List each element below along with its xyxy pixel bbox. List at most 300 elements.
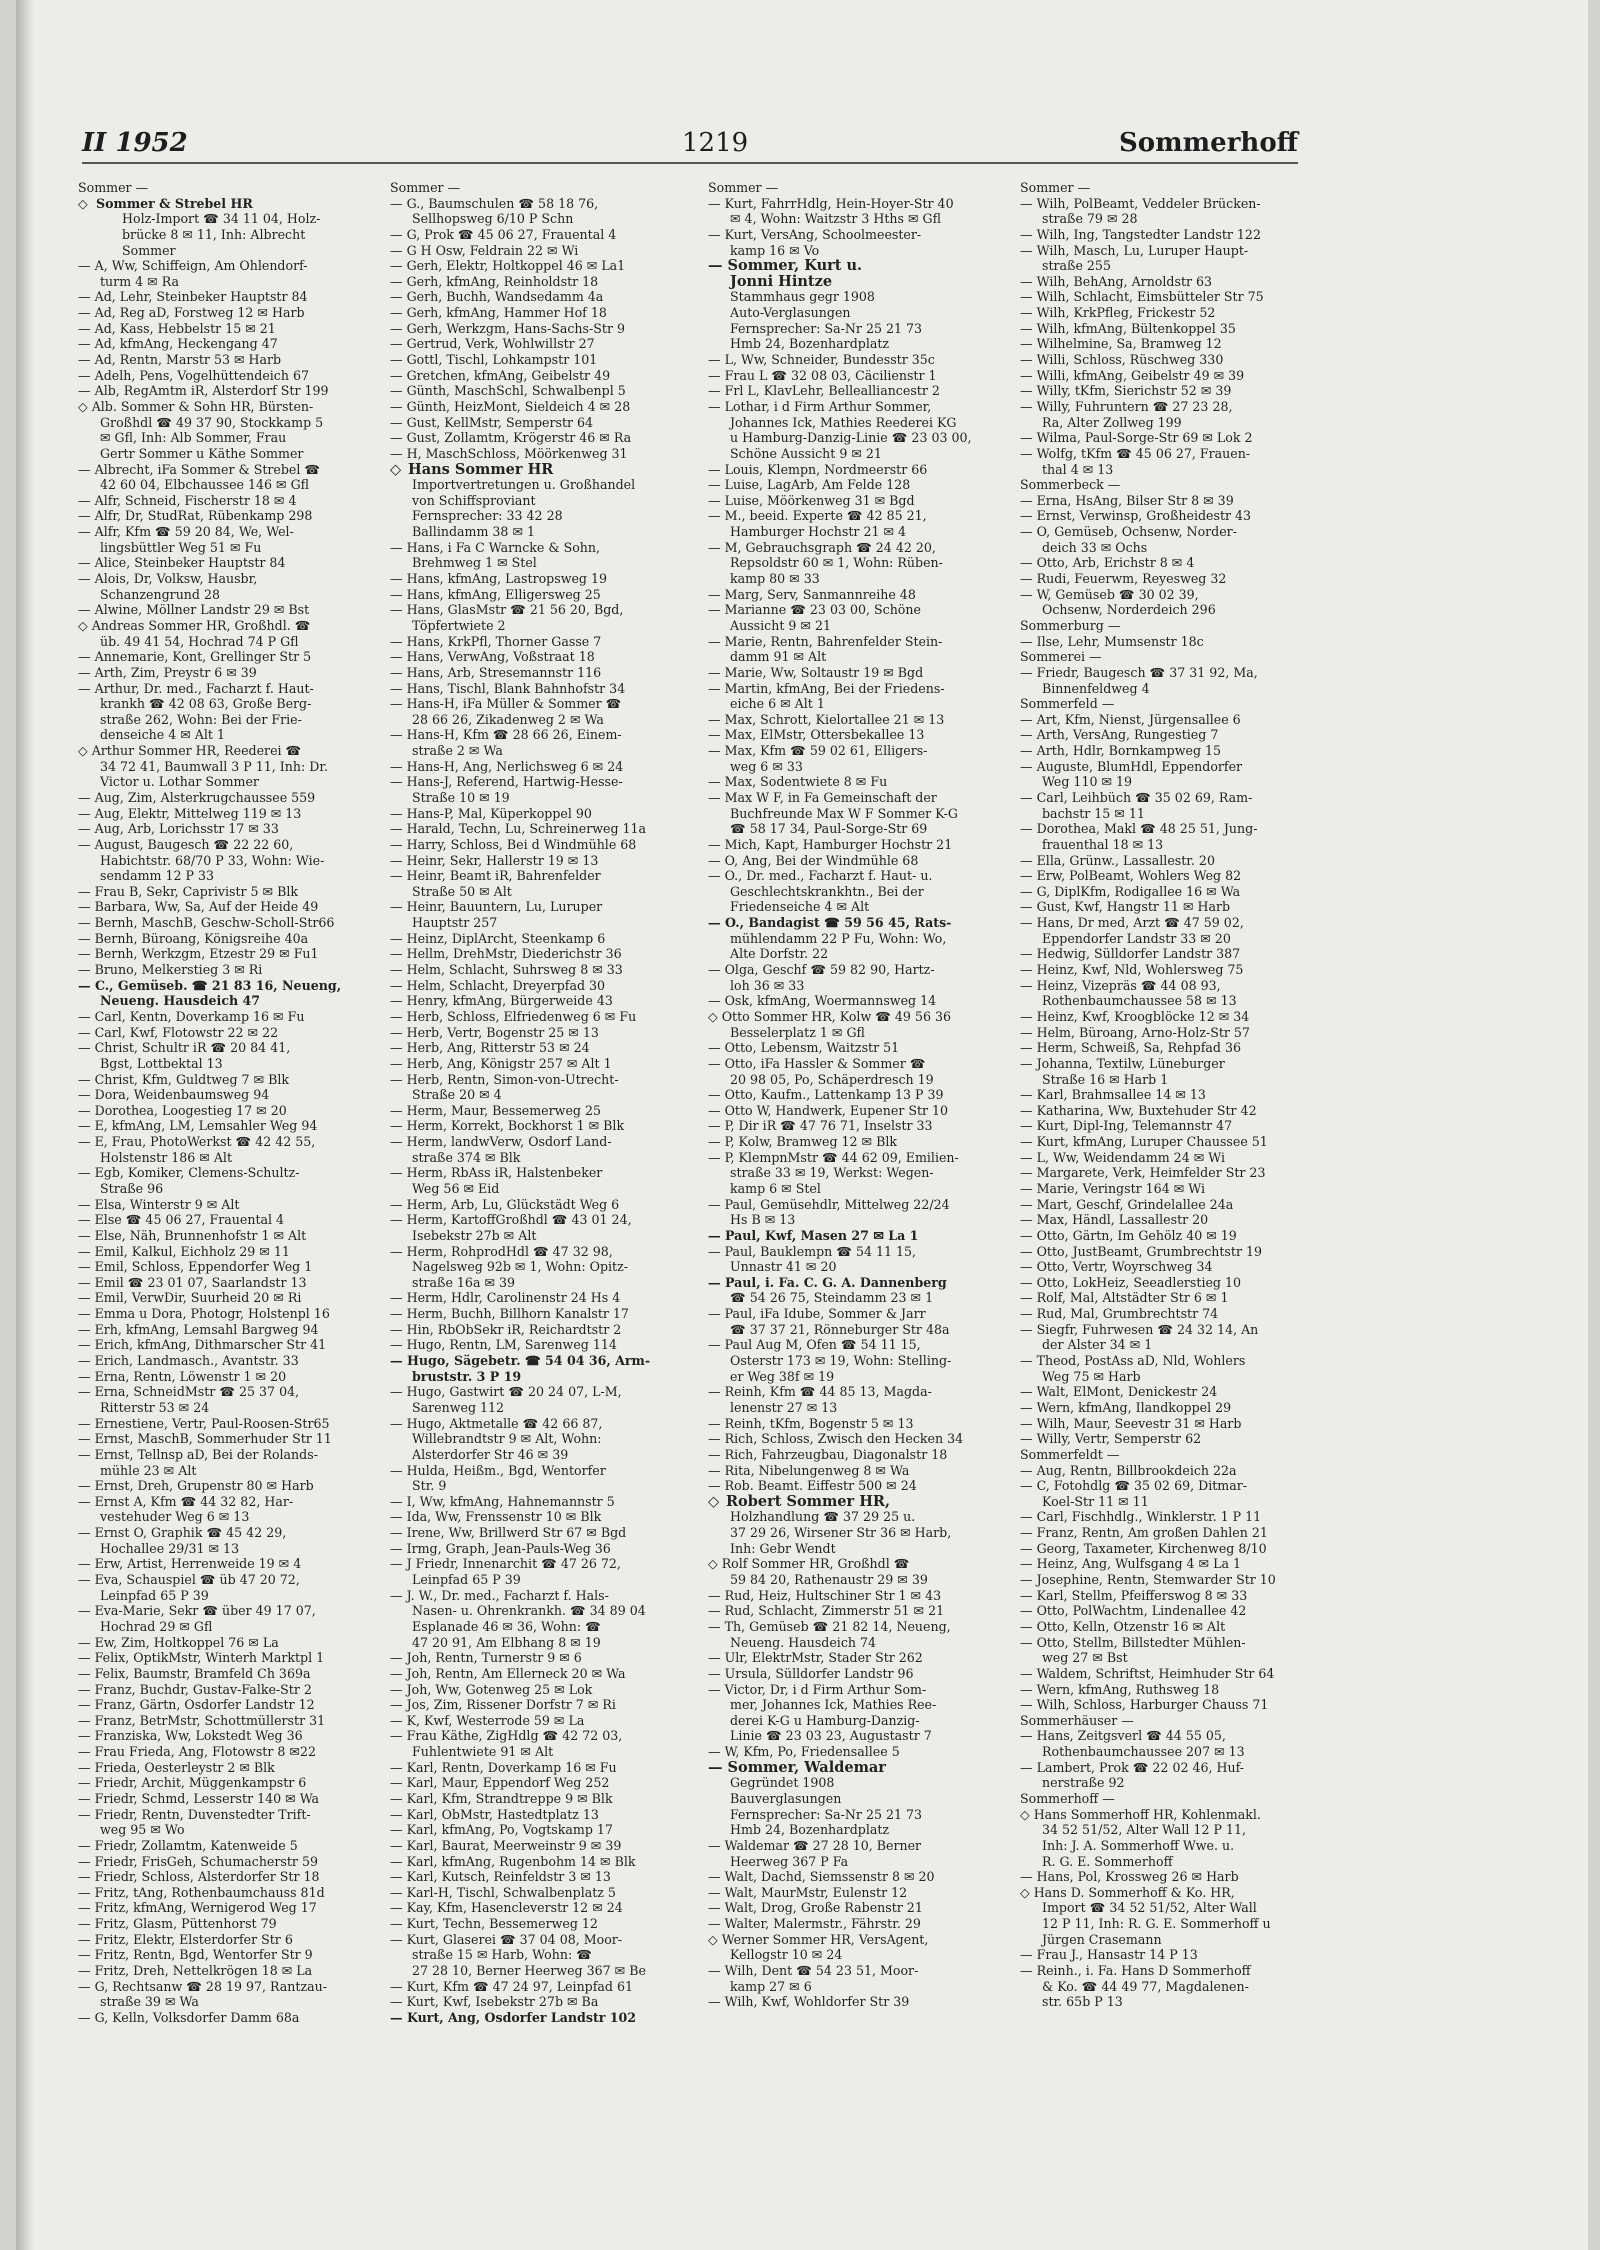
entry-text: Hauptstr 257	[412, 915, 498, 931]
entry-text: vestehuder Weg 6 ✉ 13	[100, 1509, 250, 1525]
entry-text: Sellhopsweg 6/10 P Schn	[412, 211, 574, 227]
directory-entry-line	[1020, 665, 1316, 681]
entry-text: — Helm, Büroang, Arno-Holz-Str 57	[1020, 1024, 1250, 1040]
directory-entry-line	[78, 774, 374, 790]
directory-entry-line	[1020, 1134, 1316, 1150]
entry-text: ◇ Andreas Sommer HR, Großhdl. ☎	[78, 617, 311, 633]
directory-entry-line	[390, 1197, 686, 1213]
directory-entry-line	[390, 368, 686, 384]
directory-entry-line	[78, 1932, 374, 1948]
entry-text: — Josephine, Rentn, Stemwarder Str 10	[1020, 1572, 1276, 1588]
entry-text: Straße 50 ✉ Alt	[412, 883, 512, 899]
entry-text: Holzhandlung ☎ 37 29 25 u.	[730, 1509, 916, 1525]
entry-text: Sarenweg 112	[412, 1399, 505, 1415]
directory-entry-line	[390, 1588, 686, 1604]
entry-text: — Herb, Schloss, Elfriedenweg 6 ✉ Fu	[390, 1008, 637, 1024]
directory-column-3	[708, 180, 1004, 2010]
entry-text: ☎ 58 17 34, Paul-Sorge-Str 69	[730, 821, 928, 837]
entry-text: — Franz, Gärtn, Osdorfer Landstr 12	[78, 1697, 315, 1713]
entry-text: — Felix, OptikMstr, Winterh Marktpl 1	[78, 1650, 325, 1666]
entry-text: Sommerfeldt —	[1020, 1446, 1120, 1462]
directory-entry-line	[78, 1682, 374, 1698]
directory-entry-line	[1020, 1807, 1316, 1823]
directory-entry-line	[390, 462, 686, 478]
directory-entry-line	[1020, 1400, 1316, 1416]
entry-text: — Fritz, Rentn, Bgd, Wentorfer Str 9	[78, 1947, 313, 1963]
directory-entry-line	[1020, 1979, 1316, 1995]
directory-entry-line	[708, 868, 1004, 884]
entry-text: — Rud, Mal, Grumbrechtstr 74	[1020, 1306, 1219, 1322]
directory-entry-line	[78, 243, 374, 259]
directory-entry-line	[390, 1932, 686, 1948]
directory-entry-line	[390, 1603, 686, 1619]
entry-text: — Fritz, Glasm, Püttenhorst 79	[78, 1916, 277, 1932]
entry-text: Friedenseiche 4 ✉ Alt	[730, 899, 870, 915]
entry-text: — Erw, Artist, Herrenweide 19 ✉ 4	[78, 1556, 302, 1572]
directory-entry-line	[78, 321, 374, 337]
entry-text: — Marie, Ww, Soltaustr 19 ✉ Bgd	[708, 664, 924, 680]
entry-text: weg 27 ✉ Bst	[1042, 1650, 1128, 1666]
entry-text: 42 60 04, Elbchaussee 146 ✉ Gfl	[100, 477, 310, 493]
directory-entry-line	[708, 915, 1004, 931]
directory-entry-line	[78, 837, 374, 853]
entry-text: — Olga, Geschf ☎ 59 82 90, Hartz-	[708, 962, 935, 978]
directory-entry-line	[78, 493, 374, 509]
entry-text: Sommer —	[390, 180, 461, 195]
entry-text: straße 15 ✉ Harb, Wohn: ☎	[412, 1947, 592, 1963]
directory-entry-line	[390, 1165, 686, 1181]
entry-text: straße 33 ✉ 19, Werkst: Wegen-	[730, 1165, 934, 1181]
entry-text: — Heinz, Kwf, Nld, Wohlersweg 75	[1020, 962, 1244, 978]
entry-text: nerstraße 92	[1042, 1775, 1125, 1791]
entry-text: — Karl, Maur, Eppendorf Weg 252	[390, 1775, 610, 1791]
entry-text: — Henry, kfmAng, Bürgerweide 43	[390, 993, 613, 1009]
entry-text: ◇ Werner Sommer HR, VersAgent,	[708, 1931, 929, 1947]
directory-entry-line	[390, 868, 686, 884]
directory-entry-line	[78, 1290, 374, 1306]
entry-text: — C, Fotohdlg ☎ 35 02 69, Ditmar-	[1020, 1478, 1248, 1494]
directory-entry-line	[1020, 352, 1316, 368]
directory-entry-line	[390, 1619, 686, 1635]
entry-text: — Else, Näh, Brunnenhofstr 1 ✉ Alt	[78, 1227, 307, 1243]
entry-text: — Aug, Zim, Alsterkrugchaussee 559	[78, 789, 316, 805]
directory-entry-line	[78, 1494, 374, 1510]
entry-text: — Waldem, Schriftst, Heimhuder Str 64	[1020, 1665, 1275, 1681]
entry-text: — Wilh, Schlacht, Eimsbütteler Str 75	[1020, 289, 1264, 305]
entry-text: straße 2 ✉ Wa	[412, 743, 503, 759]
entry-text: — Sommer, Kurt u.	[708, 258, 863, 274]
directory-entry-line	[78, 1838, 374, 1854]
directory-entry-line	[708, 1431, 1004, 1447]
directory-entry-line	[708, 493, 1004, 509]
entry-text: — Christ, Schultr iR ☎ 20 84 41,	[78, 1040, 291, 1056]
directory-entry-line	[1020, 383, 1316, 399]
directory-entry-line	[1020, 1556, 1316, 1572]
directory-entry-line	[1020, 1869, 1316, 1885]
entry-text: — Gerh, Elektr, Holtkoppel 46 ✉ La1	[390, 258, 626, 274]
entry-text: Koel-Str 11 ✉ 11	[1042, 1493, 1149, 1509]
entry-text: turm 4 ✉ Ra	[100, 273, 179, 289]
directory-entry-line	[708, 1979, 1004, 1995]
entry-text: — Willy, Vertr, Semperstr 62	[1020, 1431, 1202, 1447]
directory-entry-line	[1020, 1118, 1316, 1134]
entry-text: — Erich, Landmasch., Avantstr. 33	[78, 1353, 299, 1369]
entry-text: — Otto, Gärtn, Im Gehölz 40 ✉ 19	[1020, 1227, 1237, 1243]
entry-text: — Margarete, Verk, Heimfelder Str 23	[1020, 1165, 1266, 1181]
entry-text: Nagelsweg 92b ✉ 1, Wohn: Opitz-	[412, 1259, 628, 1275]
directory-entry-line	[390, 243, 686, 259]
entry-text: — W, Kfm, Po, Friedensallee 5	[708, 1744, 900, 1760]
directory-entry-line	[1020, 1103, 1316, 1119]
directory-entry-line	[708, 1181, 1004, 1197]
entry-text: kamp 27 ✉ 6	[730, 1978, 812, 1994]
directory-entry-line	[708, 1087, 1004, 1103]
directory-entry-line	[1020, 1509, 1316, 1525]
entry-text: — Reinh., i. Fa. Hans D Sommerhoff	[1020, 1963, 1251, 1979]
entry-text: — Walt, Drog, Große Rabenstr 21	[708, 1900, 923, 1916]
entry-text: Straße 20 ✉ 4	[412, 1087, 502, 1103]
directory-entry-line	[708, 681, 1004, 697]
directory-entry-line	[708, 1400, 1004, 1416]
entry-text: weg 95 ✉ Wo	[100, 1822, 185, 1838]
entry-text: — Carl, Leihbüch ☎ 35 02 69, Ram-	[1020, 789, 1253, 805]
directory-entry-line	[78, 1400, 374, 1416]
entry-text: Schöne Aussicht 9 ✉ 21	[730, 445, 882, 461]
entry-text: — Gust, Zollamtm, Krögerstr 46 ✉ Ra	[390, 430, 632, 446]
entry-text: Esplanade 46 ✉ 36, Wohn: ☎	[412, 1618, 601, 1634]
directory-entry-line	[390, 602, 686, 618]
entry-text: — Marie, Rentn, Bahrenfelder Stein-	[708, 633, 943, 649]
directory-entry-line	[78, 571, 374, 587]
directory-entry-line	[390, 1181, 686, 1197]
entry-text: ◇ Arthur Sommer HR, Reederei ☎	[78, 743, 302, 759]
entry-text: — E, Frau, PhotoWerkst ☎ 42 42 55,	[78, 1134, 316, 1150]
directory-entry-line	[390, 743, 686, 759]
directory-entry-line	[390, 1541, 686, 1557]
directory-entry-line	[708, 524, 1004, 540]
directory-entry-line	[708, 462, 1004, 478]
entry-text: — Karl, Brahmsallee 14 ✉ 13	[1020, 1087, 1206, 1103]
directory-entry-line	[78, 1040, 374, 1056]
directory-entry-line	[390, 931, 686, 947]
entry-text: 12 P 11, Inh: R. G. E. Sommerhoff u	[1042, 1916, 1271, 1932]
directory-entry-line	[708, 1290, 1004, 1306]
entry-text: — Bernh, MaschB, Geschw-Scholl-Str66	[78, 915, 335, 931]
directory-entry-line	[708, 1322, 1004, 1338]
directory-entry-line	[1020, 1791, 1316, 1807]
entry-text: Buchfreunde Max W F Sommer K-G	[730, 805, 958, 821]
directory-entry-line	[78, 1556, 374, 1572]
entry-text: — Lambert, Prok ☎ 22 02 46, Huf-	[1020, 1759, 1245, 1775]
directory-entry-line	[1020, 1619, 1316, 1635]
entry-text: — Herm, KartoffGroßhdl ☎ 43 01 24,	[390, 1212, 632, 1228]
directory-entry-line	[708, 289, 1004, 305]
directory-entry-line	[78, 1619, 374, 1635]
directory-entry-line	[78, 180, 374, 196]
entry-text: — Rolf, Mal, Altstädter Str 6 ✉ 1	[1020, 1290, 1229, 1306]
entry-text: — Karl, Kfm, Strandtreppe 9 ✉ Blk	[390, 1790, 613, 1806]
directory-entry-line	[708, 665, 1004, 681]
entry-text: — Paul, i. Fa. C. G. A. Dannenberg	[708, 1274, 947, 1290]
entry-text: — G, Prok ☎ 45 06 27, Frauental 4	[390, 226, 617, 242]
directory-entry-line	[708, 743, 1004, 759]
directory-entry-line	[390, 180, 686, 196]
directory-entry-line	[78, 1728, 374, 1744]
directory-entry-line	[390, 1728, 686, 1744]
directory-entry-line	[390, 1494, 686, 1510]
directory-entry-line	[78, 352, 374, 368]
entry-text: Sommerburg —	[1020, 617, 1121, 633]
entry-text: — Ernst, Verwinsp, Großheidestr 43	[1020, 508, 1252, 524]
directory-entry-line	[78, 508, 374, 524]
entry-text: — Herm, landwVerw, Osdorf Land-	[390, 1134, 612, 1150]
entry-text: Jürgen Crasemann	[1042, 1931, 1162, 1947]
directory-entry-line	[1020, 1635, 1316, 1651]
entry-text: Fuhlentwiete 91 ✉ Alt	[412, 1744, 554, 1760]
directory-entry-line	[1020, 712, 1316, 728]
entry-text: — Otto W, Handwerk, Eupener Str 10	[708, 1102, 949, 1118]
directory-entry-line	[708, 946, 1004, 962]
directory-entry-line	[78, 1916, 374, 1932]
entry-text: damm 91 ✉ Alt	[730, 649, 827, 665]
directory-entry-line	[390, 665, 686, 681]
directory-entry-line	[78, 211, 374, 227]
entry-text: — K, Kwf, Westerrode 59 ✉ La	[390, 1712, 585, 1728]
entry-text: 37 29 26, Wirsener Str 36 ✉ Harb,	[730, 1525, 952, 1541]
directory-entry-line	[1020, 446, 1316, 462]
entry-text: — Frl L, KlavLehr, Bellealliancestr 2	[708, 383, 940, 399]
directory-entry-line	[78, 1165, 374, 1181]
directory-entry-line	[390, 899, 686, 915]
entry-text: — L, Ww, Schneider, Bundesstr 35c	[708, 352, 935, 368]
entry-text: — Heinr, Beamt iR, Bahrenfelder	[390, 868, 601, 884]
entry-text: — Frieda, Oesterleystr 2 ✉ Blk	[78, 1759, 275, 1775]
directory-entry-line	[78, 649, 374, 665]
directory-entry-line	[708, 1900, 1004, 1916]
directory-entry-line	[1020, 1306, 1316, 1322]
directory-entry-line	[390, 1056, 686, 1072]
entry-text: — Joh, Rentn, Turnerstr 9 ✉ 6	[390, 1650, 582, 1666]
entry-text: — Mich, Kapt, Hamburger Hochstr 21	[708, 836, 953, 852]
directory-entry-line	[708, 1556, 1004, 1572]
directory-entry-line	[78, 1822, 374, 1838]
directory-entry-line	[1020, 1838, 1316, 1854]
directory-entry-line	[78, 1118, 374, 1134]
register-diamond-icon: ◇	[390, 461, 402, 478]
entry-text: Sommerei —	[1020, 649, 1102, 665]
directory-entry-line	[708, 368, 1004, 384]
directory-entry-line	[1020, 1040, 1316, 1056]
directory-entry-line	[78, 1885, 374, 1901]
entry-text: — Hans-H, Kfm ☎ 28 66 26, Einem-	[390, 727, 622, 743]
directory-entry-line	[78, 477, 374, 493]
entry-text: ◇ Rolf Sommer HR, Großhdl ☎	[708, 1556, 910, 1572]
entry-text: — Kurt, Dipl-Ing, Telemannstr 47	[1020, 1118, 1233, 1134]
entry-text: Auto-Verglasungen	[730, 305, 851, 321]
entry-text: — Rich, Schloss, Zwisch den Hecken 34	[708, 1431, 964, 1447]
entry-text: — Martin, kfmAng, Bei der Friedens-	[708, 680, 945, 696]
directory-entry-line	[78, 1666, 374, 1682]
entry-text: 34 52 51/52, Alter Wall 12 P 11,	[1042, 1822, 1246, 1838]
directory-entry-line	[708, 305, 1004, 321]
directory-entry-line	[390, 383, 686, 399]
entry-text: Ochsenw, Norderdeich 296	[1042, 602, 1216, 618]
entry-text: — Herb, Ang, Königstr 257 ✉ Alt 1	[390, 1055, 612, 1071]
entry-text: Sommerbeck —	[1020, 477, 1121, 493]
entry-text: — Franziska, Ww, Lokstedt Weg 36	[78, 1728, 303, 1744]
entry-text: — Hans-H, iFa Müller & Sommer ☎	[390, 696, 622, 712]
register-diamond-icon: ◇	[708, 1493, 720, 1510]
entry-text: Leinpfad 65 P 39	[100, 1587, 209, 1603]
directory-entry-line	[1020, 1369, 1316, 1385]
directory-entry-line	[78, 1744, 374, 1760]
entry-text: — Hans, Arb, Stresemannstr 116	[390, 664, 602, 680]
directory-entry-line	[708, 196, 1004, 212]
entry-text: — Wilhelmine, Sa, Bramweg 12	[1020, 336, 1222, 352]
directory-entry-line	[708, 837, 1004, 853]
directory-entry-line	[708, 540, 1004, 556]
entry-text: — Hans, i Fa C Warncke & Sohn,	[390, 539, 601, 555]
entry-text: — Kurt, Glaserei ☎ 37 04 08, Moor-	[390, 1931, 623, 1947]
directory-entry-line	[708, 634, 1004, 650]
entry-text: ◇ Hans Sommerhoff HR, Kohlenmakl.	[1020, 1806, 1261, 1822]
entry-text: — Joh, Ww, Gotenweg 25 ✉ Lok	[390, 1681, 593, 1697]
entry-text: — Gust, Kwf, Hangstr 11 ✉ Harb	[1020, 899, 1231, 915]
directory-entry-line	[78, 1713, 374, 1729]
entry-text: — Kurt, VersAng, Schoolmeester-	[708, 226, 922, 242]
entry-text: — Harry, Schloss, Bei d Windmühle 68	[390, 836, 637, 852]
directory-column-2	[390, 180, 686, 2026]
directory-entry-line	[1020, 462, 1316, 478]
entry-text: — Ad, Kass, Hebbelstr 15 ✉ 21	[78, 320, 276, 336]
directory-entry-line	[1020, 1416, 1316, 1432]
directory-entry-line	[390, 1791, 686, 1807]
directory-entry-line	[708, 712, 1004, 728]
entry-text: Repsoldstr 60 ✉ 1, Wohn: Rüben-	[730, 555, 943, 571]
entry-text: — Albrecht, iFa Sommer & Strebel ☎	[78, 461, 321, 477]
entry-text: Habichtstr. 68/70 P 33, Wohn: Wie-	[100, 852, 325, 868]
entry-text: — Hulda, Heißm., Bgd, Wentorfer	[390, 1462, 606, 1478]
entry-text: — Hans, Zeitgsverl ☎ 44 55 05,	[1020, 1728, 1226, 1744]
entry-text: Weg 110 ✉ 19	[1042, 774, 1133, 790]
directory-entry-line	[390, 1212, 686, 1228]
entry-text: Ra, Alter Zollweg 199	[1042, 414, 1182, 430]
entry-text: — Otto, Vertr, Woyrschweg 34	[1020, 1259, 1213, 1275]
entry-text: — Irene, Ww, Brillwerd Str 67 ✉ Bgd	[390, 1525, 627, 1541]
entry-text: Besselerplatz 1 ✉ Gfl	[730, 1024, 865, 1040]
entry-text: Sommerhoff —	[1020, 1790, 1115, 1806]
directory-entry-line	[390, 446, 686, 462]
entry-text: — Karl, ObMstr, Hastedtplatz 13	[390, 1806, 599, 1822]
directory-entry-line	[390, 1682, 686, 1698]
entry-text: — Bruno, Melkerstieg 3 ✉ Ri	[78, 962, 263, 978]
directory-entry-line	[1020, 305, 1316, 321]
directory-entry-line	[708, 1619, 1004, 1635]
entry-text: — Ernst, MaschB, Sommerhuder Str 11	[78, 1431, 332, 1447]
directory-entry-line	[390, 1353, 686, 1369]
directory-entry-line	[390, 946, 686, 962]
directory-entry-line	[1020, 1697, 1316, 1713]
entry-text: — W, Gemüseb ☎ 30 02 39,	[1020, 586, 1199, 602]
entry-text: — Ad, Lehr, Steinbeker Hauptstr 84	[78, 289, 308, 305]
entry-text: — Karl, kfmAng, Po, Vogtskamp 17	[390, 1822, 613, 1838]
directory-entry-line	[78, 743, 374, 759]
entry-text: Eppendorfer Landstr 33 ✉ 20	[1042, 930, 1231, 946]
directory-entry-line	[390, 1025, 686, 1041]
entry-text: üb. 49 41 54, Hochrad 74 P Gfl	[100, 633, 299, 649]
directory-entry-line	[1020, 1525, 1316, 1541]
directory-entry-line	[390, 1244, 686, 1260]
directory-entry-line	[78, 1384, 374, 1400]
directory-entry-line	[78, 1947, 374, 1963]
entry-text: — Frau L ☎ 32 08 03, Cäcilienstr 1	[708, 367, 937, 383]
directory-entry-line	[708, 1228, 1004, 1244]
entry-text: — Walt, ElMont, Denickestr 24	[1020, 1384, 1218, 1400]
entry-text: — Heinz, Kwf, Kroogblöcke 12 ✉ 34	[1020, 1008, 1250, 1024]
entry-text: — Paul Aug M, Ofen ☎ 54 11 15,	[708, 1337, 921, 1353]
directory-entry-line	[1020, 1994, 1316, 2010]
entry-text: — Friedr, FrisGeh, Schumacherstr 59	[78, 1853, 318, 1869]
directory-entry-line	[1020, 837, 1316, 853]
directory-entry-line	[78, 759, 374, 775]
entry-text: — Art, Kfm, Nienst, Jürgensallee 6	[1020, 711, 1241, 727]
directory-entry-line	[390, 571, 686, 587]
entry-text: — A, Ww, Schiffeign, Am Ohlendorf-	[78, 258, 308, 274]
entry-text: — Kurt, Techn, Bessemerweg 12	[390, 1916, 598, 1932]
entry-text: — Wilh, Ing, Tangstedter Landstr 122	[1020, 226, 1261, 242]
directory-entry-line	[390, 1259, 686, 1275]
entry-text: — Gerh, Buchh, Wandsedamm 4a	[390, 289, 604, 305]
entry-text: — Rich, Fahrzeugbau, Diagonalstr 18	[708, 1446, 948, 1462]
entry-text: straße 255	[1042, 258, 1111, 274]
entry-text: — Barbara, Ww, Sa, Auf der Heide 49	[78, 899, 319, 915]
directory-entry-line	[708, 884, 1004, 900]
entry-text: Fernsprecher: Sa-Nr 25 21 73	[730, 320, 923, 336]
directory-entry-line	[78, 2010, 374, 2026]
directory-entry-line	[1020, 1025, 1316, 1041]
entry-text: — Bernh, Werkzgm, Etzestr 29 ✉ Fu1	[78, 946, 319, 962]
directory-entry-line	[708, 1165, 1004, 1181]
entry-text: 27 28 10, Berner Heerweg 367 ✉ Be	[412, 1963, 646, 1979]
directory-entry-line	[390, 321, 686, 337]
directory-entry-line	[390, 415, 686, 431]
directory-entry-line	[390, 1635, 686, 1651]
directory-entry-line	[78, 587, 374, 603]
directory-entry-line	[390, 305, 686, 321]
directory-entry-line	[708, 180, 1004, 196]
entry-text: Kellogstr 10 ✉ 24	[730, 1947, 843, 1963]
directory-entry-line	[78, 1056, 374, 1072]
directory-entry-line	[390, 712, 686, 728]
directory-entry-line	[1020, 1572, 1316, 1588]
directory-entry-line	[1020, 774, 1316, 790]
entry-text: Jonni Hintze	[730, 273, 833, 290]
directory-entry-line	[708, 1463, 1004, 1479]
directory-entry-line	[78, 727, 374, 743]
entry-text: — Hugo, Sägebetr. ☎ 54 04 36, Arm-	[390, 1353, 651, 1369]
entry-text: — Otto, Stellm, Billstedter Mühlen-	[1020, 1634, 1246, 1650]
directory-entry-line	[390, 1478, 686, 1494]
directory-entry-line	[708, 1854, 1004, 1870]
directory-entry-line	[390, 1369, 686, 1385]
directory-entry-line	[390, 1228, 686, 1244]
directory-entry-line	[78, 978, 374, 994]
entry-text: — Hans, kfmAng, Lastropsweg 19	[390, 571, 608, 587]
directory-entry-line	[708, 993, 1004, 1009]
entry-text: bruststr. 3 P 19	[412, 1368, 522, 1384]
directory-entry-line	[390, 227, 686, 243]
entry-text: — Hans-H, Ang, Nerlichsweg 6 ✉ 24	[390, 758, 624, 774]
